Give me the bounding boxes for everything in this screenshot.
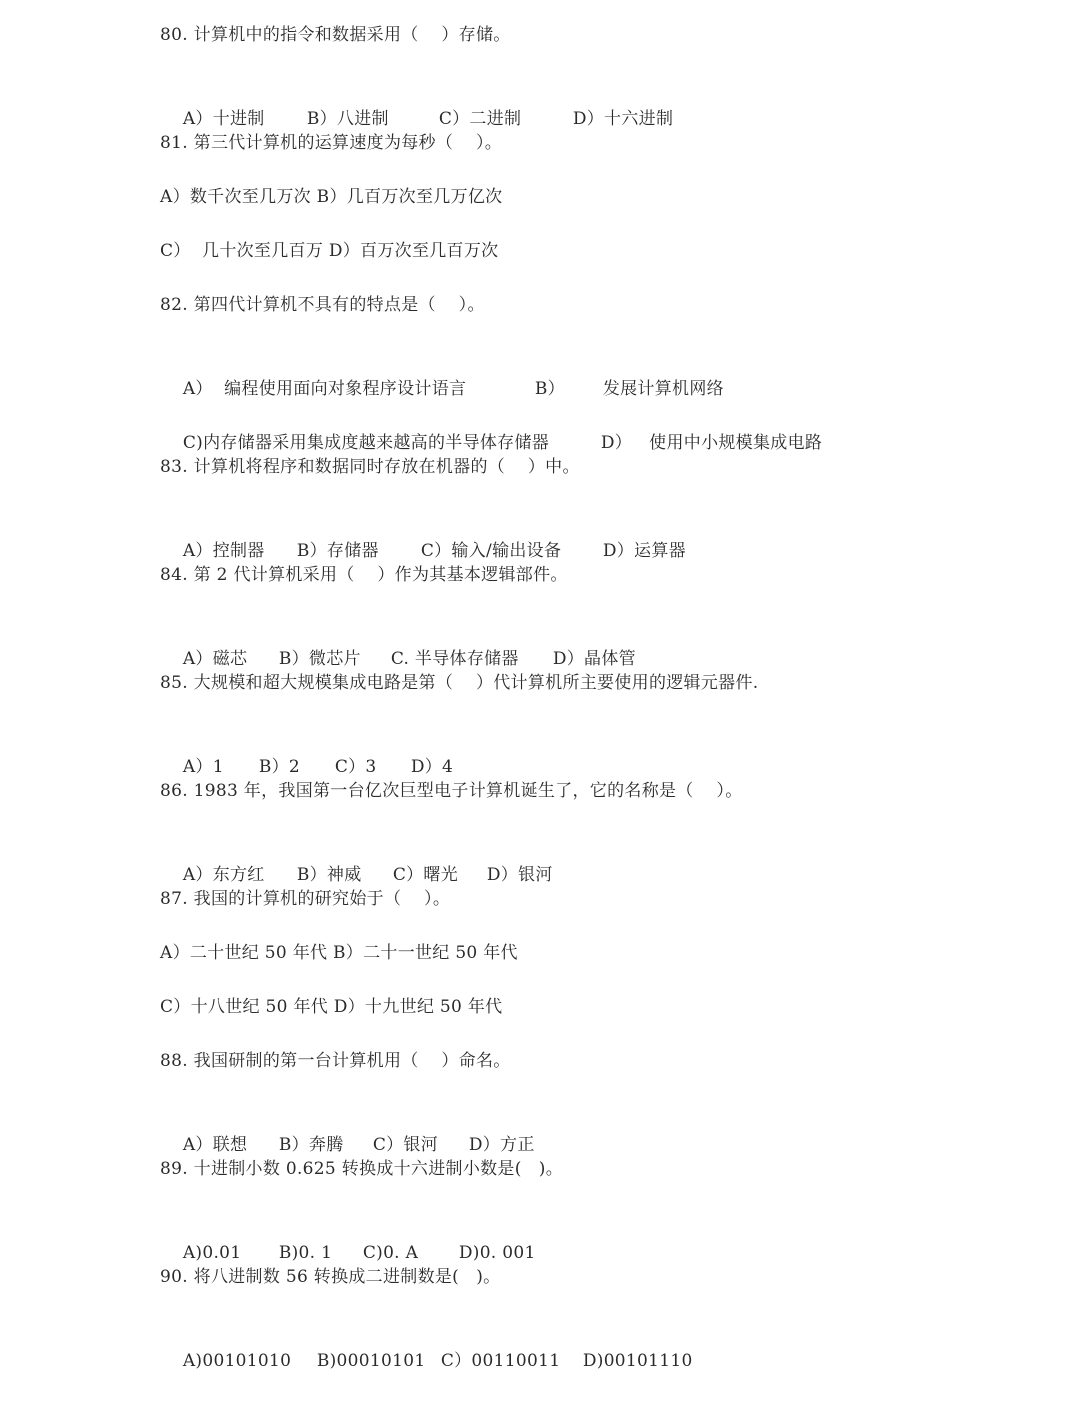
- question-82-options-line-1: [160, 344, 724, 399]
- option-b: B)0. 1: [278, 1243, 333, 1263]
- option-c: C）00110011: [440, 1351, 561, 1371]
- option-d: D）方正: [468, 1135, 535, 1155]
- question-80-options: [160, 74, 674, 129]
- option-a: A） 编程使用面向对象程序设计语言: [182, 379, 467, 399]
- question-82-stem: 82. 第四代计算机不具有的特点是（ ）。: [160, 295, 485, 315]
- option-d: D） 使用中小规模集成电路: [600, 433, 823, 453]
- question-81-options-line-1: A）数千次至几万次 B）几百万次至几万亿次: [160, 187, 503, 207]
- option-c: C）曙光: [392, 865, 459, 885]
- option-b: B）微芯片: [278, 649, 361, 669]
- question-90-options: [160, 1316, 693, 1371]
- question-86-options: [160, 830, 553, 885]
- option-d: D）银河: [486, 865, 553, 885]
- option-d: D）晶体管: [552, 649, 636, 669]
- question-86-stem: 86. 1983 年，我国第一台亿次巨型电子计算机诞生了，它的名称是（ ）。: [160, 781, 743, 801]
- option-a: A）联想: [182, 1135, 248, 1155]
- option-d: D）4: [410, 757, 454, 777]
- option-b-text: 发展计算机网络: [602, 379, 724, 399]
- option-c: C）银河: [372, 1135, 439, 1155]
- option-d: D）运算器: [602, 541, 686, 561]
- option-b: B）奔腾: [278, 1135, 344, 1155]
- question-90-stem: 90. 将八进制数 56 转换成二进制数是( )。: [160, 1267, 501, 1287]
- question-85-stem: 85. 大规模和超大规模集成电路是第（ ）代计算机所主要使用的逻辑元器件.: [160, 673, 759, 693]
- option-c: C)内存储器采用集成度越来越高的半导体存储器: [182, 433, 550, 453]
- option-c: C）二进制: [438, 109, 522, 129]
- option-b: B）存储器: [296, 541, 379, 561]
- option-c: C）3: [334, 757, 377, 777]
- question-87-stem: 87. 我国的计算机的研究始于（ ）。: [160, 889, 451, 909]
- option-c: C）输入/输出设备: [420, 541, 562, 561]
- option-d: D）十六进制: [572, 109, 674, 129]
- question-84-options: [160, 614, 636, 669]
- option-c: C)0. A: [362, 1243, 419, 1263]
- question-82-options-line-2: [160, 398, 823, 453]
- option-a: A)0.01: [182, 1243, 242, 1263]
- question-88-options: [160, 1100, 535, 1155]
- question-80-stem: 80. 计算机中的指令和数据采用（ ）存储。: [160, 25, 511, 45]
- option-a: A）东方红: [182, 865, 265, 885]
- option-b: B）八进制: [306, 109, 389, 129]
- question-87-options-line-1: A）二十世纪 50 年代 B）二十一世纪 50 年代: [160, 943, 518, 963]
- question-84-stem: 84. 第 2 代计算机采用（ ）作为其基本逻辑部件。: [160, 565, 568, 585]
- option-a: A)00101010: [182, 1351, 292, 1371]
- question-89-stem: 89. 十进制小数 0.625 转换成十六进制小数是( )。: [160, 1159, 563, 1179]
- option-b: B)00010101: [316, 1351, 426, 1371]
- question-85-options: [160, 722, 454, 777]
- option-d: D)00101110: [582, 1351, 693, 1371]
- question-81-options-line-2: C） 几十次至几百万 D）百万次至几百万次: [160, 241, 499, 261]
- question-89-options: [160, 1208, 536, 1263]
- option-a: A）磁芯: [182, 649, 248, 669]
- option-a: A）1: [182, 757, 224, 777]
- option-b-label: B）: [534, 379, 565, 399]
- option-d: D)0. 001: [458, 1243, 536, 1263]
- option-a: A）控制器: [182, 541, 265, 561]
- question-81-stem: 81. 第三代计算机的运算速度为每秒（ ）。: [160, 133, 503, 153]
- question-87-options-line-2: C）十八世纪 50 年代 D）十九世纪 50 年代: [160, 997, 503, 1017]
- question-88-stem: 88. 我国研制的第一台计算机用（ ）命名。: [160, 1051, 511, 1071]
- option-b: B）2: [258, 757, 301, 777]
- option-c: C. 半导体存储器: [390, 649, 519, 669]
- question-83-options: [160, 506, 686, 561]
- question-83-stem: 83. 计算机将程序和数据同时存放在机器的（ ）中。: [160, 457, 580, 477]
- option-a: A）十进制: [182, 109, 265, 129]
- option-b: B）神威: [296, 865, 362, 885]
